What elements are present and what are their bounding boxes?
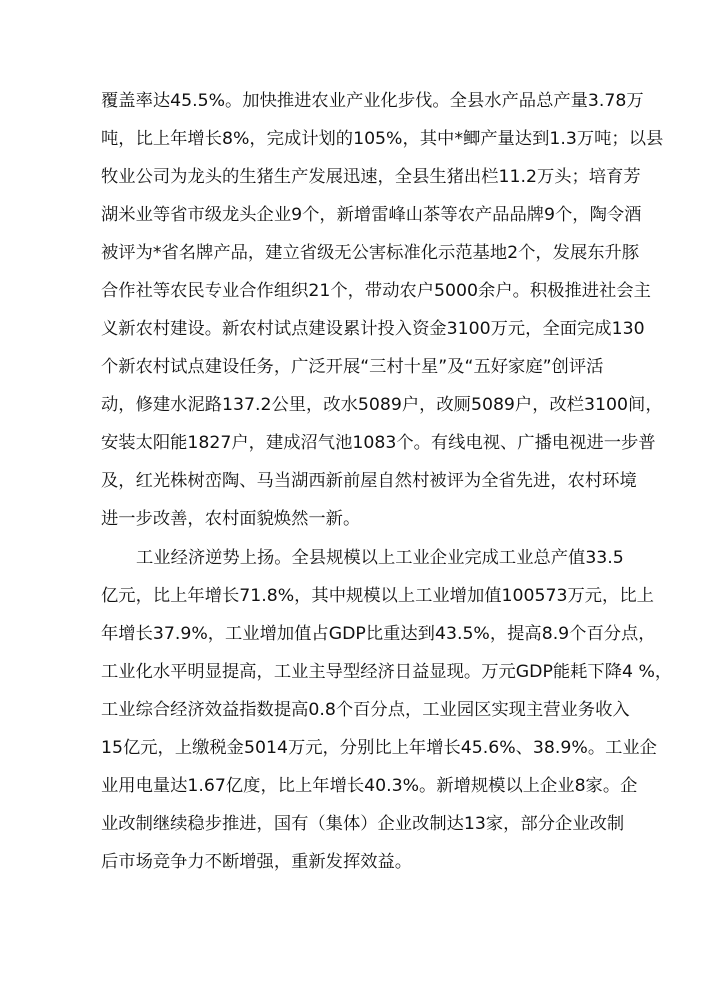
text-line: 覆盖率达45.5%。加快推进农业产业化步伐。全县水产品总产量3.78万 <box>101 91 644 111</box>
text-line: 吨，比上年增长8%，完成计划的105%，其中*鲫产量达到1.3万吨；以县 <box>101 129 664 149</box>
text-line: 及，红光株树峦陶、马当湖西新前屋自然村被评为全省先进，农村环境 <box>101 471 637 491</box>
text-line: 15亿元，上缴税金5014万元，分别比上年增长45.6%、38.9%。工业企 <box>101 738 657 758</box>
text-line: 业用电量达1.67亿度，比上年增长40.3%。新增规模以上企业8家。企 <box>101 776 638 796</box>
text-line: 工业经济逆势上扬。全县规模以上工业企业完成工业总产值33.5 <box>136 548 624 568</box>
text-line: 工业化水平明显提高，工业主导型经济日益显现。万元GDP能耗下降4 %， <box>101 662 673 682</box>
text-line: 年增长37.9%，工业增加值占GDP比重达到43.5%，提高8.9个百分点， <box>101 624 656 644</box>
text-line: 被评为*省名牌产品，建立省级无公害标准化示范基地2个，发展东升豚 <box>101 243 640 263</box>
text-line: 义新农村建设。新农村试点建设累计投入资金3100万元，全面完成130 <box>101 319 645 339</box>
text-line: 湖米业等省市级龙头企业9个，新增雷峰山茶等农产品品牌9个，陶令酒 <box>101 205 642 225</box>
text-line: 工业综合经济效益指数提高0.8个百分点，工业园区实现主营业务收入 <box>101 700 630 720</box>
text-line: 动，修建水泥路137.2公里，改水5089户，改厕5089户，改栏3100间， <box>101 395 663 415</box>
text-line: 业改制继续稳步推进，国有（集体）企业改制达13家，部分企业改制 <box>101 814 625 834</box>
text-line: 合作社等农民专业合作组织21个，带动农户5000余户。积极推进社会主 <box>101 281 651 301</box>
text-line: 进一步改善，农村面貌焕然一新。 <box>101 509 361 529</box>
text-line: 亿元，比上年增长71.8%，其中规模以上工业增加值100573万元，比上 <box>101 586 654 606</box>
text-line: 后市场竞争力不断增强，重新发挥效益。 <box>101 852 413 872</box>
text-line: 牧业公司为龙头的生猪生产发展迅速，全县生猪出栏11.2万头；培育芳 <box>101 167 641 187</box>
text-line: 安装太阳能1827户，建成沼气池1083个。有线电视、广播电视进一步普 <box>101 433 656 453</box>
text-line: 个新农村试点建设任务，广泛开展“三村十星”及“五好家庭”创评活 <box>101 357 604 377</box>
